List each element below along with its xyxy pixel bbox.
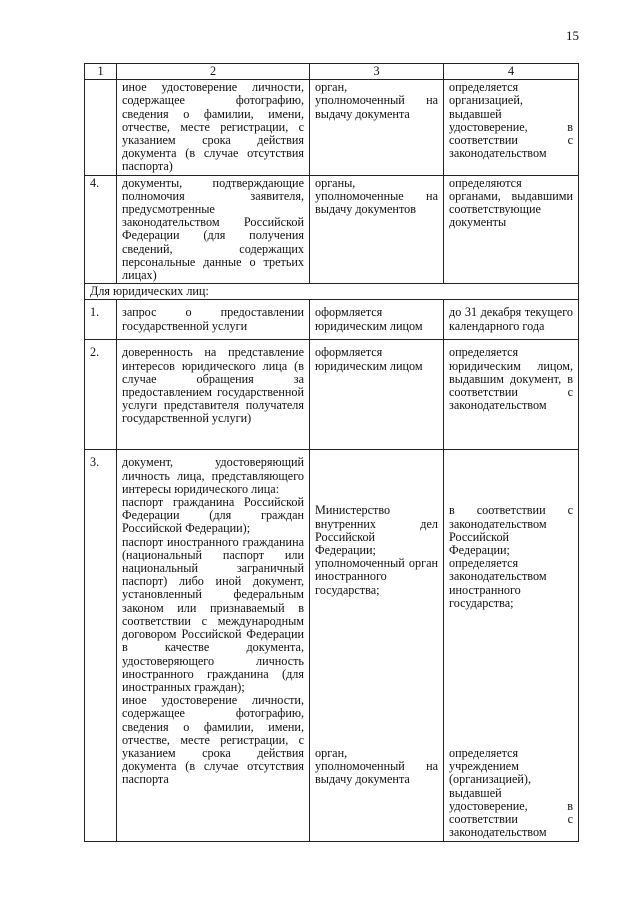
table-row bbox=[85, 300, 579, 340]
table-row bbox=[85, 80, 579, 175]
section-row bbox=[85, 284, 579, 300]
issuing-body: оформляется юридическим лицом bbox=[310, 340, 444, 450]
validity-terms: определяется организацией, выдавшей удостоверение, в соответствии с законодательством bbox=[444, 80, 579, 175]
validity-terms: определяются органами, выдавшими соответствующие документы bbox=[444, 175, 579, 284]
validity-terms bbox=[444, 450, 579, 841]
issuer-first: Министерство внутренних дел Российской Федерации; уполномоченный орган иностранного государства; bbox=[315, 503, 438, 597]
row-number: 1. bbox=[85, 300, 117, 340]
issuer-second: орган, уполномоченный на выдачу документа bbox=[315, 745, 438, 787]
validity-terms: до 31 декабря текущего календарного года bbox=[444, 300, 579, 340]
terms-second: определяется учреждением (организацией), выдавшей удостоверение, в соответствии с законодательством bbox=[449, 746, 573, 840]
passport-text: паспорт гражданина Российской Федерации (для граждан Российской Федерации); bbox=[122, 495, 304, 536]
table-row bbox=[85, 175, 579, 284]
document-description: документы, подтверждающие полномочия заявителя, предусмотренные законодательством Российской Федерации (для получения сведений, содержащих персональные данные о третьих лицах) bbox=[117, 175, 310, 284]
documents-table bbox=[84, 63, 579, 842]
foreign-passport-text: паспорт иностранного гражданина (национальный паспорт или национальный заграничный паспорт) либо иной документ, установленный федеральным законом или признаваемый в соответствии с международным договором Российской Федерации в качестве документа, удостоверяющего личность иностранного гражданина (для иностранных граждан); bbox=[122, 534, 304, 694]
header-cell: 1 bbox=[85, 64, 117, 80]
row-number bbox=[85, 80, 117, 175]
table-header-row bbox=[85, 64, 579, 80]
header-cell: 3 bbox=[310, 64, 444, 80]
page-number: 15 bbox=[566, 28, 579, 43]
issuing-body bbox=[310, 450, 444, 841]
terms-first: в соответствии с законодательством Российской Федерации; определяется законодательством иностранного государства; bbox=[449, 503, 573, 610]
issuing-body: органы, уполномоченные на выдачу документов bbox=[310, 175, 444, 284]
table-row bbox=[85, 340, 579, 450]
header-cell: 4 bbox=[444, 64, 579, 80]
document-description: запрос о предоставлении государственной услуги bbox=[117, 300, 310, 340]
issuing-body: орган, уполномоченный на выдачу документа bbox=[310, 80, 444, 175]
document-description: иное удостоверение личности, содержащее фотографию, сведения о фамилии, имени, отчестве, месте регистрации, с указанием срока действия документа (в случае отсутствия паспорта) bbox=[117, 80, 310, 175]
document-description: доверенность на представление интересов юридического лица (в случае обращения за предоставлением государственной услуги представителя получателя государственной услуги) bbox=[117, 340, 310, 450]
table-row bbox=[85, 450, 579, 841]
section-title: Для юридических лиц: bbox=[85, 284, 579, 300]
row-number: 2. bbox=[85, 340, 117, 450]
validity-terms: определяется юридическим лицом, выдавшим документ, в соответствии с законодательством bbox=[444, 340, 579, 450]
document-description bbox=[117, 450, 310, 841]
header-cell: 2 bbox=[117, 64, 310, 80]
row-number: 3. bbox=[85, 450, 117, 841]
other-id-text: иное удостоверение личности, содержащее фотографию, сведения о фамилии, имени, отчестве, месте регистрации, с указанием срока действия документа (в случае отсутствия паспорта bbox=[122, 693, 304, 787]
issuing-body: оформляется юридическим лицом bbox=[310, 300, 444, 340]
intro-text: документ, удостоверяющий личность лица, представляющего интересы юридического лица: bbox=[122, 455, 304, 496]
row-number: 4. bbox=[85, 175, 117, 284]
